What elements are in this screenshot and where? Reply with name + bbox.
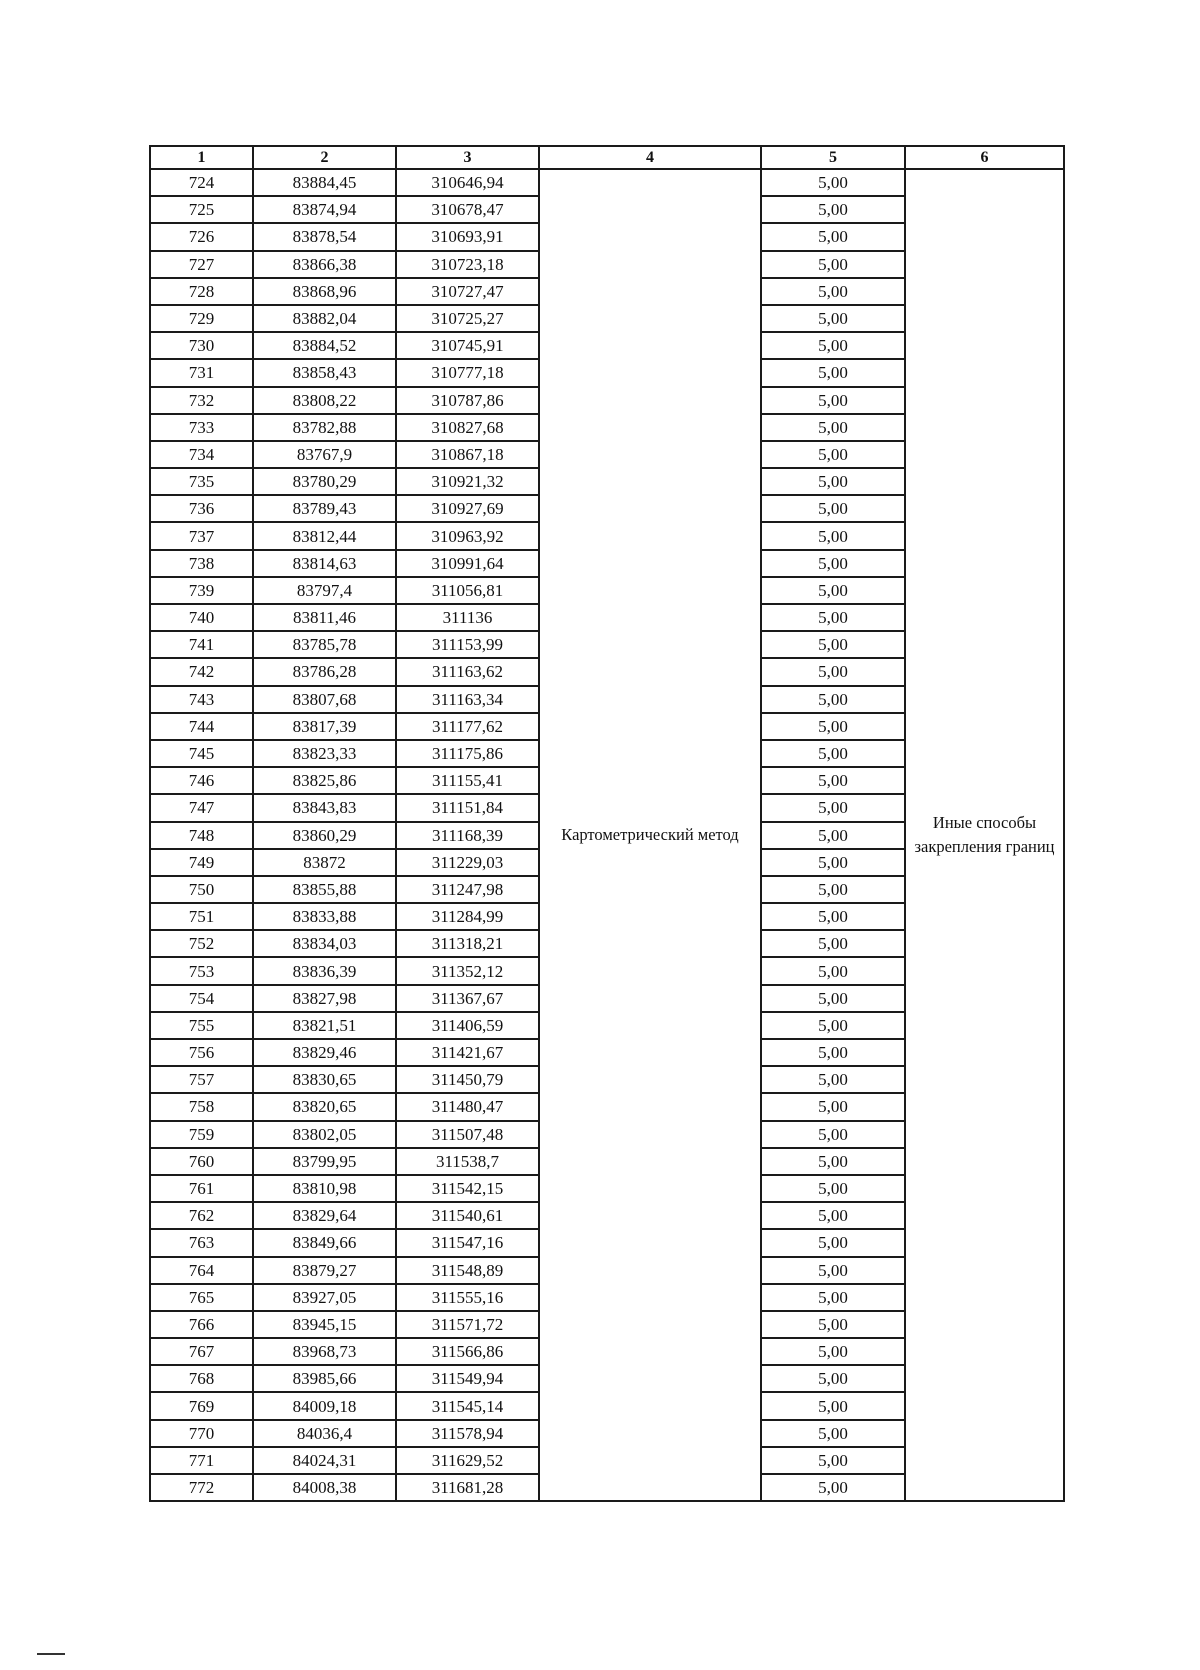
point-number-cell: 770 xyxy=(150,1420,253,1447)
accuracy-cell: 5,00 xyxy=(761,740,905,767)
accuracy-cell: 5,00 xyxy=(761,1338,905,1365)
coord-y-cell: 310723,18 xyxy=(396,251,539,278)
accuracy-cell: 5,00 xyxy=(761,1202,905,1229)
point-number-cell: 742 xyxy=(150,658,253,685)
accuracy-cell: 5,00 xyxy=(761,957,905,984)
point-number-cell: 763 xyxy=(150,1229,253,1256)
accuracy-cell: 5,00 xyxy=(761,686,905,713)
point-number-cell: 757 xyxy=(150,1066,253,1093)
accuracy-cell: 5,00 xyxy=(761,822,905,849)
coord-y-cell: 311507,48 xyxy=(396,1121,539,1148)
header-col-4: 4 xyxy=(539,146,761,169)
accuracy-cell: 5,00 xyxy=(761,1012,905,1039)
point-number-cell: 730 xyxy=(150,332,253,359)
coord-x-cell: 83968,73 xyxy=(253,1338,396,1365)
point-number-cell: 740 xyxy=(150,604,253,631)
coord-y-cell: 310867,18 xyxy=(396,441,539,468)
accuracy-cell: 5,00 xyxy=(761,631,905,658)
coord-y-cell: 310678,47 xyxy=(396,196,539,223)
point-number-cell: 725 xyxy=(150,196,253,223)
point-number-cell: 761 xyxy=(150,1175,253,1202)
point-number-cell: 759 xyxy=(150,1121,253,1148)
coord-y-cell: 311450,79 xyxy=(396,1066,539,1093)
point-number-cell: 764 xyxy=(150,1257,253,1284)
coord-x-cell: 83860,29 xyxy=(253,822,396,849)
accuracy-cell: 5,00 xyxy=(761,658,905,685)
accuracy-cell: 5,00 xyxy=(761,1447,905,1474)
header-col-6: 6 xyxy=(905,146,1064,169)
coord-x-cell: 83829,64 xyxy=(253,1202,396,1229)
coord-y-cell: 311555,16 xyxy=(396,1284,539,1311)
point-number-cell: 732 xyxy=(150,387,253,414)
coord-y-cell: 311571,72 xyxy=(396,1311,539,1338)
coord-y-cell: 311406,59 xyxy=(396,1012,539,1039)
coord-x-cell: 83767,9 xyxy=(253,441,396,468)
accuracy-cell: 5,00 xyxy=(761,223,905,250)
point-number-cell: 741 xyxy=(150,631,253,658)
point-number-cell: 733 xyxy=(150,414,253,441)
accuracy-cell: 5,00 xyxy=(761,1039,905,1066)
coord-y-cell: 311168,39 xyxy=(396,822,539,849)
accuracy-cell: 5,00 xyxy=(761,1420,905,1447)
accuracy-cell: 5,00 xyxy=(761,305,905,332)
coord-x-cell: 83786,28 xyxy=(253,658,396,685)
point-number-cell: 739 xyxy=(150,577,253,604)
accuracy-cell: 5,00 xyxy=(761,1148,905,1175)
coord-x-cell: 83799,95 xyxy=(253,1148,396,1175)
coord-y-cell: 310827,68 xyxy=(396,414,539,441)
coord-y-cell: 311175,86 xyxy=(396,740,539,767)
coord-x-cell: 83830,65 xyxy=(253,1066,396,1093)
accuracy-cell: 5,00 xyxy=(761,1474,905,1501)
accuracy-cell: 5,00 xyxy=(761,1311,905,1338)
point-number-cell: 752 xyxy=(150,930,253,957)
accuracy-cell: 5,00 xyxy=(761,1365,905,1392)
coord-y-cell: 311542,15 xyxy=(396,1175,539,1202)
coord-x-cell: 83782,88 xyxy=(253,414,396,441)
point-number-cell: 735 xyxy=(150,468,253,495)
coord-x-cell: 84008,38 xyxy=(253,1474,396,1501)
point-number-cell: 760 xyxy=(150,1148,253,1175)
coord-y-cell: 311318,21 xyxy=(396,930,539,957)
accuracy-cell: 5,00 xyxy=(761,1392,905,1419)
accuracy-cell: 5,00 xyxy=(761,387,905,414)
point-number-cell: 766 xyxy=(150,1311,253,1338)
coord-x-cell: 83882,04 xyxy=(253,305,396,332)
coord-x-cell: 83858,43 xyxy=(253,359,396,386)
point-number-cell: 736 xyxy=(150,495,253,522)
fixing-method-cell: Иные способы закрепления границ xyxy=(905,169,1064,1501)
coord-y-cell: 310777,18 xyxy=(396,359,539,386)
accuracy-cell: 5,00 xyxy=(761,414,905,441)
point-number-cell: 750 xyxy=(150,876,253,903)
accuracy-cell: 5,00 xyxy=(761,1066,905,1093)
point-number-cell: 749 xyxy=(150,849,253,876)
coord-y-cell: 311247,98 xyxy=(396,876,539,903)
accuracy-cell: 5,00 xyxy=(761,1229,905,1256)
accuracy-cell: 5,00 xyxy=(761,550,905,577)
coord-y-cell: 311367,67 xyxy=(396,985,539,1012)
accuracy-cell: 5,00 xyxy=(761,604,905,631)
point-number-cell: 738 xyxy=(150,550,253,577)
coord-x-cell: 83810,98 xyxy=(253,1175,396,1202)
point-number-cell: 762 xyxy=(150,1202,253,1229)
coord-y-cell: 310745,91 xyxy=(396,332,539,359)
accuracy-cell: 5,00 xyxy=(761,1093,905,1120)
point-number-cell: 756 xyxy=(150,1039,253,1066)
coord-y-cell: 311681,28 xyxy=(396,1474,539,1501)
point-number-cell: 728 xyxy=(150,278,253,305)
coord-y-cell: 311136 xyxy=(396,604,539,631)
coord-x-cell: 83811,46 xyxy=(253,604,396,631)
point-number-cell: 772 xyxy=(150,1474,253,1501)
coord-y-cell: 311229,03 xyxy=(396,849,539,876)
coord-x-cell: 83985,66 xyxy=(253,1365,396,1392)
coordinates-table xyxy=(149,145,1065,1502)
coord-y-cell: 311548,89 xyxy=(396,1257,539,1284)
accuracy-cell: 5,00 xyxy=(761,903,905,930)
point-number-cell: 768 xyxy=(150,1365,253,1392)
footer-mark xyxy=(37,1653,65,1655)
coord-x-cell: 83836,39 xyxy=(253,957,396,984)
point-number-cell: 726 xyxy=(150,223,253,250)
accuracy-cell: 5,00 xyxy=(761,1121,905,1148)
coord-x-cell: 83814,63 xyxy=(253,550,396,577)
coord-y-cell: 311056,81 xyxy=(396,577,539,604)
coord-y-cell: 311480,47 xyxy=(396,1093,539,1120)
point-number-cell: 745 xyxy=(150,740,253,767)
coord-y-cell: 311540,61 xyxy=(396,1202,539,1229)
coord-x-cell: 83843,83 xyxy=(253,794,396,821)
accuracy-cell: 5,00 xyxy=(761,985,905,1012)
point-number-cell: 731 xyxy=(150,359,253,386)
coord-x-cell: 83927,05 xyxy=(253,1284,396,1311)
point-number-cell: 771 xyxy=(150,1447,253,1474)
coord-x-cell: 83802,05 xyxy=(253,1121,396,1148)
coord-y-cell: 311578,94 xyxy=(396,1420,539,1447)
point-number-cell: 727 xyxy=(150,251,253,278)
coord-x-cell: 83945,15 xyxy=(253,1311,396,1338)
header-col-3: 3 xyxy=(396,146,539,169)
accuracy-cell: 5,00 xyxy=(761,1257,905,1284)
accuracy-cell: 5,00 xyxy=(761,713,905,740)
point-number-cell: 729 xyxy=(150,305,253,332)
coord-x-cell: 83789,43 xyxy=(253,495,396,522)
header-row xyxy=(150,146,1064,169)
coord-y-cell: 311155,41 xyxy=(396,767,539,794)
coord-x-cell: 83884,52 xyxy=(253,332,396,359)
point-number-cell: 737 xyxy=(150,522,253,549)
coord-y-cell: 311566,86 xyxy=(396,1338,539,1365)
coord-y-cell: 311421,67 xyxy=(396,1039,539,1066)
coord-y-cell: 310963,92 xyxy=(396,522,539,549)
table-body xyxy=(150,169,1064,1501)
coord-y-cell: 311538,7 xyxy=(396,1148,539,1175)
coord-y-cell: 311545,14 xyxy=(396,1392,539,1419)
accuracy-cell: 5,00 xyxy=(761,468,905,495)
coord-x-cell: 83834,03 xyxy=(253,930,396,957)
header-col-5: 5 xyxy=(761,146,905,169)
accuracy-cell: 5,00 xyxy=(761,930,905,957)
coord-y-cell: 310927,69 xyxy=(396,495,539,522)
coord-y-cell: 311151,84 xyxy=(396,794,539,821)
coord-x-cell: 83866,38 xyxy=(253,251,396,278)
coord-x-cell: 83780,29 xyxy=(253,468,396,495)
coord-y-cell: 311284,99 xyxy=(396,903,539,930)
coord-x-cell: 84009,18 xyxy=(253,1392,396,1419)
accuracy-cell: 5,00 xyxy=(761,359,905,386)
point-number-cell: 734 xyxy=(150,441,253,468)
coord-x-cell: 83797,4 xyxy=(253,577,396,604)
coord-y-cell: 310787,86 xyxy=(396,387,539,414)
point-number-cell: 746 xyxy=(150,767,253,794)
accuracy-cell: 5,00 xyxy=(761,794,905,821)
accuracy-cell: 5,00 xyxy=(761,876,905,903)
accuracy-cell: 5,00 xyxy=(761,767,905,794)
coord-x-cell: 83849,66 xyxy=(253,1229,396,1256)
coord-x-cell: 83817,39 xyxy=(253,713,396,740)
point-number-cell: 767 xyxy=(150,1338,253,1365)
coord-x-cell: 83874,94 xyxy=(253,196,396,223)
header-col-2: 2 xyxy=(253,146,396,169)
coord-x-cell: 83879,27 xyxy=(253,1257,396,1284)
coord-x-cell: 83812,44 xyxy=(253,522,396,549)
coord-y-cell: 311549,94 xyxy=(396,1365,539,1392)
coord-y-cell: 310991,64 xyxy=(396,550,539,577)
header-col-1: 1 xyxy=(150,146,253,169)
coord-y-cell: 310693,91 xyxy=(396,223,539,250)
point-number-cell: 765 xyxy=(150,1284,253,1311)
point-number-cell: 747 xyxy=(150,794,253,821)
coord-x-cell: 83833,88 xyxy=(253,903,396,930)
coord-x-cell: 84024,31 xyxy=(253,1447,396,1474)
point-number-cell: 744 xyxy=(150,713,253,740)
point-number-cell: 743 xyxy=(150,686,253,713)
coord-y-cell: 311547,16 xyxy=(396,1229,539,1256)
accuracy-cell: 5,00 xyxy=(761,169,905,196)
accuracy-cell: 5,00 xyxy=(761,849,905,876)
coord-x-cell: 83884,45 xyxy=(253,169,396,196)
coord-y-cell: 311352,12 xyxy=(396,957,539,984)
accuracy-cell: 5,00 xyxy=(761,441,905,468)
point-number-cell: 755 xyxy=(150,1012,253,1039)
coord-y-cell: 311177,62 xyxy=(396,713,539,740)
point-number-cell: 724 xyxy=(150,169,253,196)
accuracy-cell: 5,00 xyxy=(761,577,905,604)
coord-x-cell: 83807,68 xyxy=(253,686,396,713)
point-number-cell: 758 xyxy=(150,1093,253,1120)
coord-y-cell: 311629,52 xyxy=(396,1447,539,1474)
coord-x-cell: 83821,51 xyxy=(253,1012,396,1039)
coord-x-cell: 84036,4 xyxy=(253,1420,396,1447)
coord-x-cell: 83825,86 xyxy=(253,767,396,794)
accuracy-cell: 5,00 xyxy=(761,495,905,522)
coord-y-cell: 311163,62 xyxy=(396,658,539,685)
accuracy-cell: 5,00 xyxy=(761,332,905,359)
point-number-cell: 754 xyxy=(150,985,253,1012)
accuracy-cell: 5,00 xyxy=(761,196,905,223)
coord-x-cell: 83820,65 xyxy=(253,1093,396,1120)
accuracy-cell: 5,00 xyxy=(761,251,905,278)
point-number-cell: 769 xyxy=(150,1392,253,1419)
point-number-cell: 751 xyxy=(150,903,253,930)
point-number-cell: 748 xyxy=(150,822,253,849)
table-row xyxy=(150,169,1064,196)
accuracy-cell: 5,00 xyxy=(761,1175,905,1202)
coord-x-cell: 83855,88 xyxy=(253,876,396,903)
coord-y-cell: 310725,27 xyxy=(396,305,539,332)
coord-x-cell: 83785,78 xyxy=(253,631,396,658)
coord-x-cell: 83868,96 xyxy=(253,278,396,305)
accuracy-cell: 5,00 xyxy=(761,522,905,549)
coord-x-cell: 83878,54 xyxy=(253,223,396,250)
coord-x-cell: 83827,98 xyxy=(253,985,396,1012)
table-header xyxy=(150,146,1064,169)
coord-y-cell: 310921,32 xyxy=(396,468,539,495)
coord-y-cell: 310646,94 xyxy=(396,169,539,196)
coord-x-cell: 83808,22 xyxy=(253,387,396,414)
coord-x-cell: 83872 xyxy=(253,849,396,876)
coord-y-cell: 311163,34 xyxy=(396,686,539,713)
accuracy-cell: 5,00 xyxy=(761,1284,905,1311)
coord-y-cell: 311153,99 xyxy=(396,631,539,658)
accuracy-cell: 5,00 xyxy=(761,278,905,305)
coord-y-cell: 310727,47 xyxy=(396,278,539,305)
coord-x-cell: 83823,33 xyxy=(253,740,396,767)
coord-x-cell: 83829,46 xyxy=(253,1039,396,1066)
method-cell: Картометрический метод xyxy=(539,169,761,1501)
point-number-cell: 753 xyxy=(150,957,253,984)
